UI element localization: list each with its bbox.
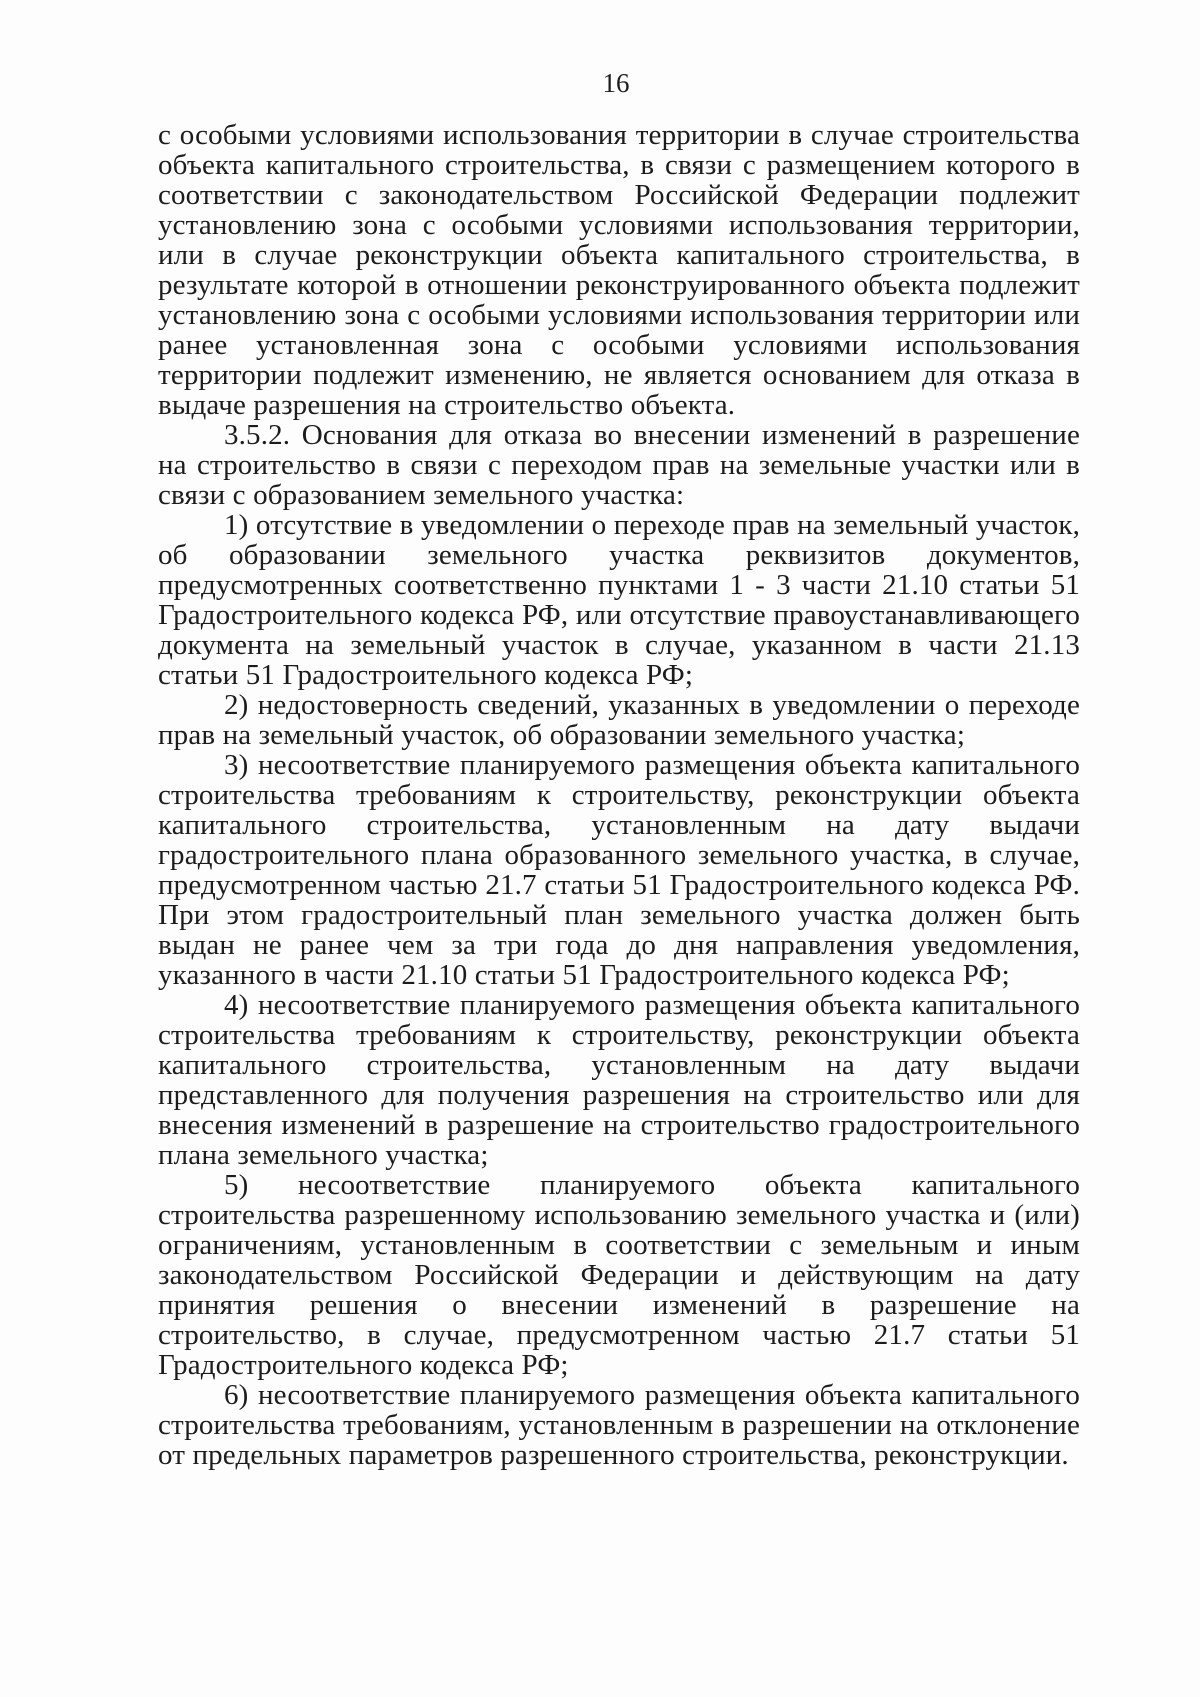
page-number: 16	[602, 68, 630, 98]
list-item-1: 1) отсутствие в уведомлении о переходе прав на земельный участок, об образовании земельного участка реквизитов документов, предусмотренных соответственно пунктами 1 - 3 части 21.10 статьи 51 Градостроительного кодекса РФ, или отсутствие правоустанавливающего документа на земельный участок в случае, указанном в части 21.13 статьи 51 Градостроительного кодекса РФ;	[158, 509, 1080, 691]
list-item-3: 3) несоответствие планируемого размещения объекта капитального строительства требованиям к строительству, реконструкции объекта капитального строительства, установленным на дату выдачи градостроительного плана образованного земельного участка, в случае, предусмотренном частью 21.7 статьи 51 Градостроительного кодекса РФ. При этом градостроительный план земельного участка должен быть выдан не ранее чем за три года до дня направления уведомления, указанного в части 21.10 статьи 51 Градостроительного кодекса РФ;	[158, 749, 1080, 991]
paragraph-section-3-5-2: 3.5.2. Основания для отказа во внесении изменений в разрешение на строительство в связи с переходом прав на земельные участки или в связи с образованием земельного участка:	[158, 419, 1080, 511]
list-item-4: 4) несоответствие планируемого размещения объекта капитального строительства требованиям к строительству, реконструкции объекта капитального строительства, установленным на дату выдачи представленного для получения разрешения на строительство или для внесения изменений в разрешение на строительство градостроительного плана земельного участка;	[158, 989, 1080, 1171]
paragraph-continuation: с особыми условиями использования территории в случае строительства объекта капитального строительства, в связи с размещением которого в соответствии с законодательством Российской Федерации подлежит установлению зона с особыми условиями использования территории, или в случае реконструкции объекта капитального строительства, в результате которой в отношении реконструированного объекта подлежит установлению зона с особыми условиями использования территории или ранее установленная зона с особыми условиями использования территории подлежит изменению, не является основанием для отказа в выдаче разрешения на строительство объекта.	[158, 119, 1080, 421]
list-item-6: 6) несоответствие планируемого размещения объекта капитального строительства требованиям, установленным в разрешении на отклонение от предельных параметров разрешенного строительства, реконструкции.	[158, 1379, 1080, 1471]
document-body	[158, 120, 1080, 1470]
list-item-5: 5) несоответствие планируемого объекта капитального строительства разрешенному использованию земельного участка и (или) ограничениям, установленным в соответствии с земельным и иным законодательством Российской Федерации и действующим на дату принятия решения о внесении изменений в разрешение на строительство, в случае, предусмотренном частью 21.7 статьи 51 Градостроительного кодекса РФ;	[158, 1169, 1080, 1381]
list-item-2: 2) недостоверность сведений, указанных в уведомлении о переходе прав на земельный участок, об образовании земельного участка;	[158, 689, 1080, 751]
